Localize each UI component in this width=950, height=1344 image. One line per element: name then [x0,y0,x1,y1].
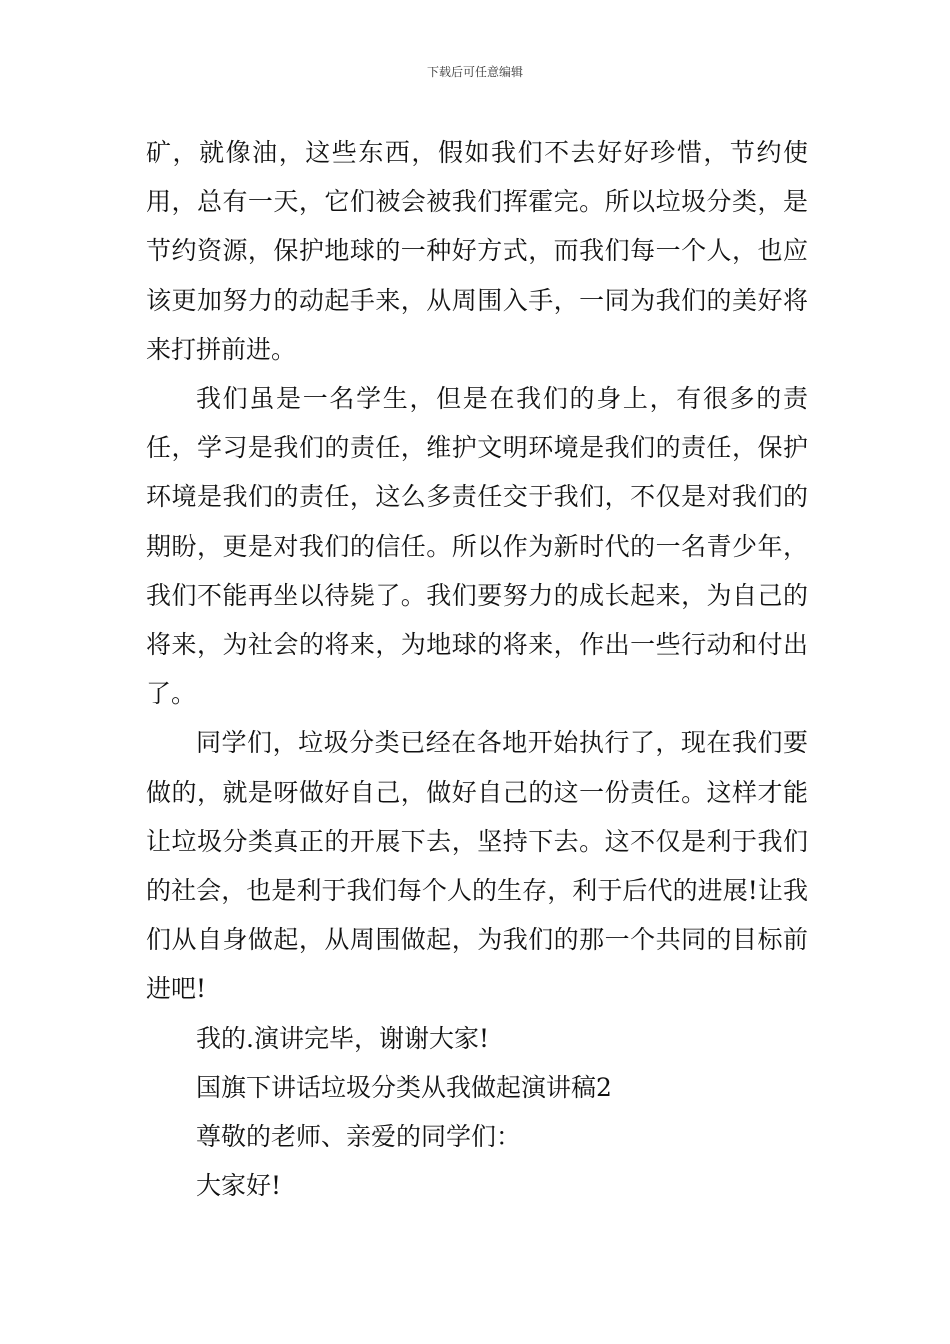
paragraph-responsibility: 我们虽是一名学生，但是在我们的身上，有很多的责任，学习是我们的责任，维护文明环境是我们的责任，保护环境是我们的责任，这么多责任交于我们，不仅是对我们的期盼，更是对我们的信任。所以作为新时代的一名青少年，我们不能再坐以待毙了。我们要努力的成长起来，为自己的将来，为社会的将来，为地球的将来，作出一些行动和付出了。 [146,384,808,709]
paragraph-closing: 我的.演讲完毕，谢谢大家! [196,1023,489,1053]
document-body [146,128,808,1210]
paragraph-call-to-action: 同学们，垃圾分类已经在各地开始执行了，现在我们要做的，就是呀做好自己，做好自己的这一份责任。这样才能让垃圾分类真正的开展下去，坚持下去。这不仅是利于我们的社会，也是利于我们每个人的生存，利于后代的进展!让我们从自身做起，从周围做起，为我们的那一个共同的目标前进吧! [146,728,808,1004]
paragraph-continuation: 矿，就像油，这些东西，假如我们不去好好珍惜，节约使用，总有一天，它们被会被我们挥霍完。所以垃圾分类，是节约资源，保护地球的一种好方式，而我们每一个人，也应该更加努力的动起手来，从周围入手，一同为我们的美好将来打拼前进。 [146,138,808,364]
speech-title-2: 国旗下讲话垃圾分类从我做起演讲稿2 [196,1072,612,1102]
salutation: 尊敬的老师、亲爱的同学们： [196,1122,522,1152]
greeting: 大家好! [196,1171,282,1201]
page-header-note: 下载后可任意编辑 [426,65,523,79]
